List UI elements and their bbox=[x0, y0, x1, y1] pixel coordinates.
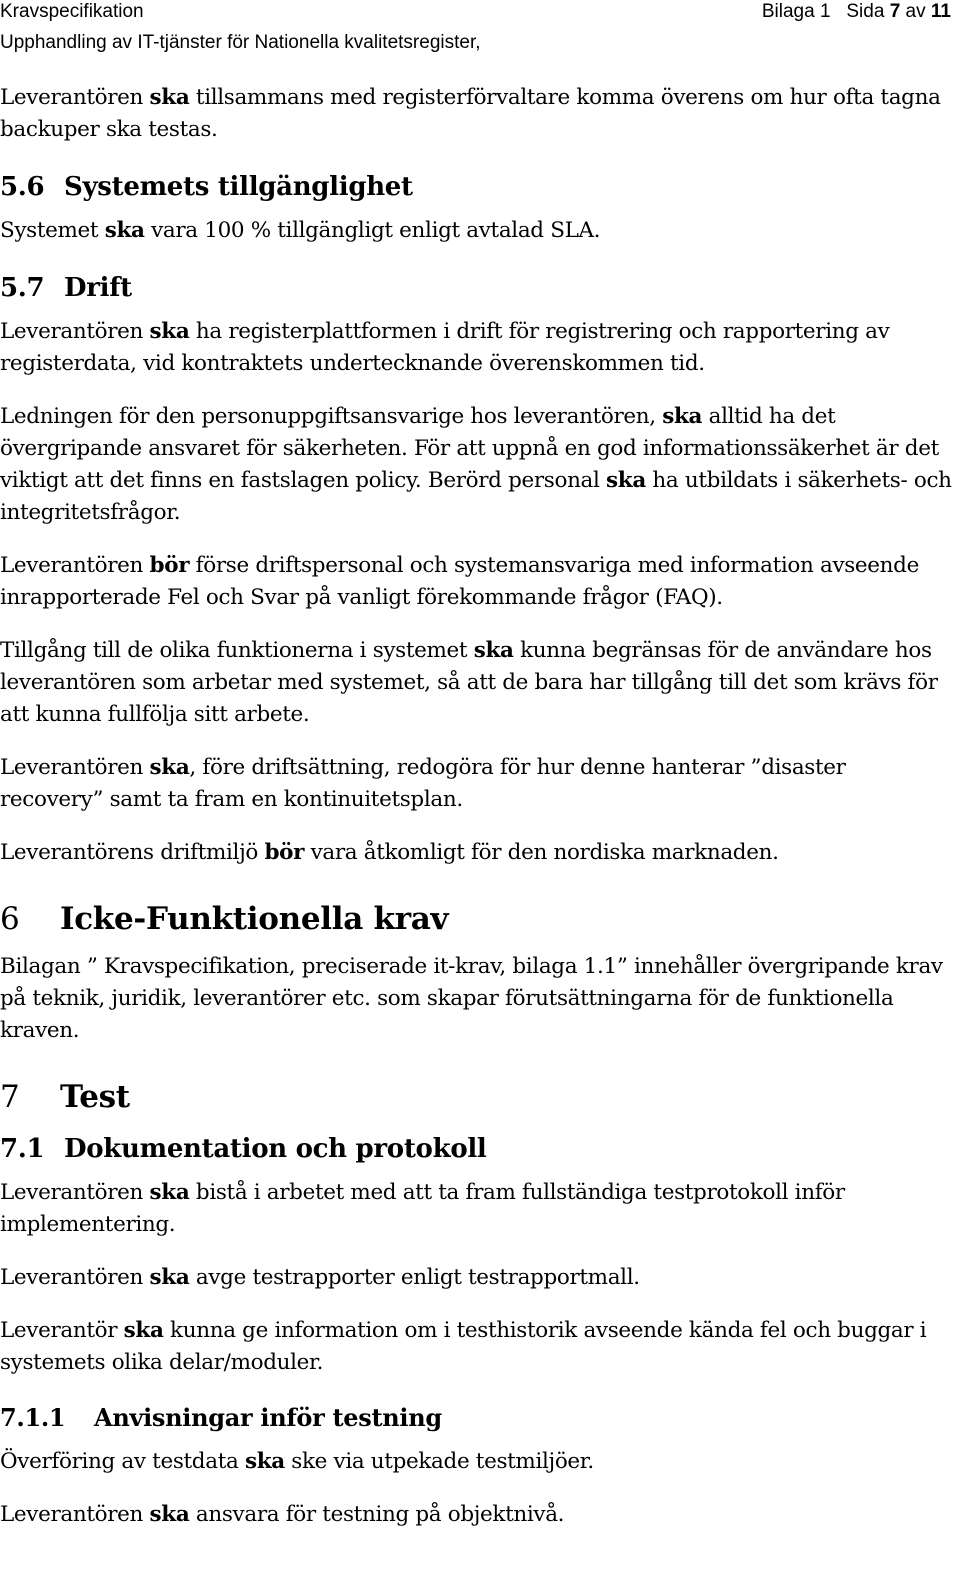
heading-7-1 bbox=[0, 1129, 955, 1169]
paragraph-test-3: Leverantör ska kunna ge information om i testhistorik avseende kända fel och buggar i systemets olika delar/moduler. bbox=[0, 1318, 927, 1375]
paragraph-backup: Leverantören ska tillsammans med registerförvaltare komma överens om hur ofta tagna backuper ska testas. bbox=[0, 85, 941, 142]
heading-6 bbox=[0, 897, 955, 941]
paragraph-drift-6: Leverantörens driftmiljö bör vara åtkomligt för den nordiska marknaden. bbox=[0, 840, 779, 865]
section-title: Icke-Funktionella krav bbox=[60, 901, 449, 937]
paragraph-instructions-1: Överföring av testdata ska ske via utpekade testmiljöer. bbox=[0, 1449, 594, 1474]
document-body bbox=[0, 82, 955, 1552]
heading-7 bbox=[0, 1075, 955, 1119]
header-doc-title: Kravspecifikation bbox=[0, 1, 144, 22]
heading-5-6 bbox=[0, 167, 955, 207]
paragraph-drift-2: Ledningen för den personuppgiftsansvarige hos leverantören, ska alltid ha det övergripande ansvaret för säkerheten. För att uppnå en god informationssäkerhet är det viktigt att det finns en fastslagen policy. Berörd personal ska ha utbildats i säkerhets- och integritetsfrågor. bbox=[0, 404, 952, 525]
heading-5-7 bbox=[0, 268, 955, 308]
section-number: 6 bbox=[0, 901, 20, 937]
paragraph-availability: Systemet ska vara 100 % tillgängligt enligt avtalad SLA. bbox=[0, 218, 601, 243]
paragraph-test-2: Leverantören ska avge testrapporter enligt testrapportmall. bbox=[0, 1265, 640, 1290]
section-number: 5.6 bbox=[0, 172, 45, 202]
page-sep: av bbox=[905, 1, 926, 22]
section-title: Systemets tillgänglighet bbox=[64, 172, 413, 202]
header-attachment: Bilaga 1 bbox=[761, 1, 831, 22]
section-number: 5.7 bbox=[0, 273, 45, 303]
section-number: 7 bbox=[0, 1079, 20, 1115]
section-title: Drift bbox=[64, 273, 132, 303]
paragraph-nonfunctional: Bilagan ” Kravspecifikation, preciserade it-krav, bilaga 1.1” innehåller övergripande krav på teknik, juridik, leverantörer etc. som skapar förutsättningarna för de funktionella kraven. bbox=[0, 954, 943, 1043]
page-total: 11 bbox=[930, 1, 951, 22]
section-title: Anvisningar inför testning bbox=[94, 1403, 442, 1432]
paragraph-drift-3: Leverantören bör förse driftspersonal och systemansvariga med information avseende inrapporterade Fel och Svar på vanligt förekommande frågor (FAQ). bbox=[0, 553, 919, 610]
section-title: Dokumentation och protokoll bbox=[64, 1134, 487, 1164]
section-number: 7.1.1 bbox=[0, 1403, 66, 1432]
section-number: 7.1 bbox=[0, 1134, 45, 1164]
paragraph-test-1: Leverantören ska bistå i arbetet med att ta fram fullständiga testprotokoll inför implementering. bbox=[0, 1180, 845, 1237]
paragraph-drift-4: Tillgång till de olika funktionerna i systemet ska kunna begränsas för de användare hos leverantören som arbetar med systemet, så att de bara har tillgång till det som krävs för att kunna fullfölja sitt arbete. bbox=[0, 638, 938, 727]
paragraph-drift-1: Leverantören ska ha registerplattformen i drift för registrering och rapportering av registerdata, vid kontraktets undertecknande överenskommen tid. bbox=[0, 319, 890, 376]
header-page-info bbox=[762, 1, 951, 23]
page-prefix: Sida bbox=[846, 1, 885, 22]
header-procurement: Upphandling av IT-tjänster för Nationella kvalitetsregister, bbox=[0, 32, 481, 53]
paragraph-drift-5: Leverantören ska, före driftsättning, redogöra för hur denne hanterar ”disaster recovery” samt ta fram en kontinuitetsplan. bbox=[0, 755, 846, 812]
paragraph-instructions-2: Leverantören ska ansvara för testning på objektnivå. bbox=[0, 1502, 565, 1527]
page-current: 7 bbox=[889, 1, 901, 22]
section-title: Test bbox=[60, 1079, 130, 1115]
heading-7-1-1 bbox=[0, 1400, 955, 1436]
